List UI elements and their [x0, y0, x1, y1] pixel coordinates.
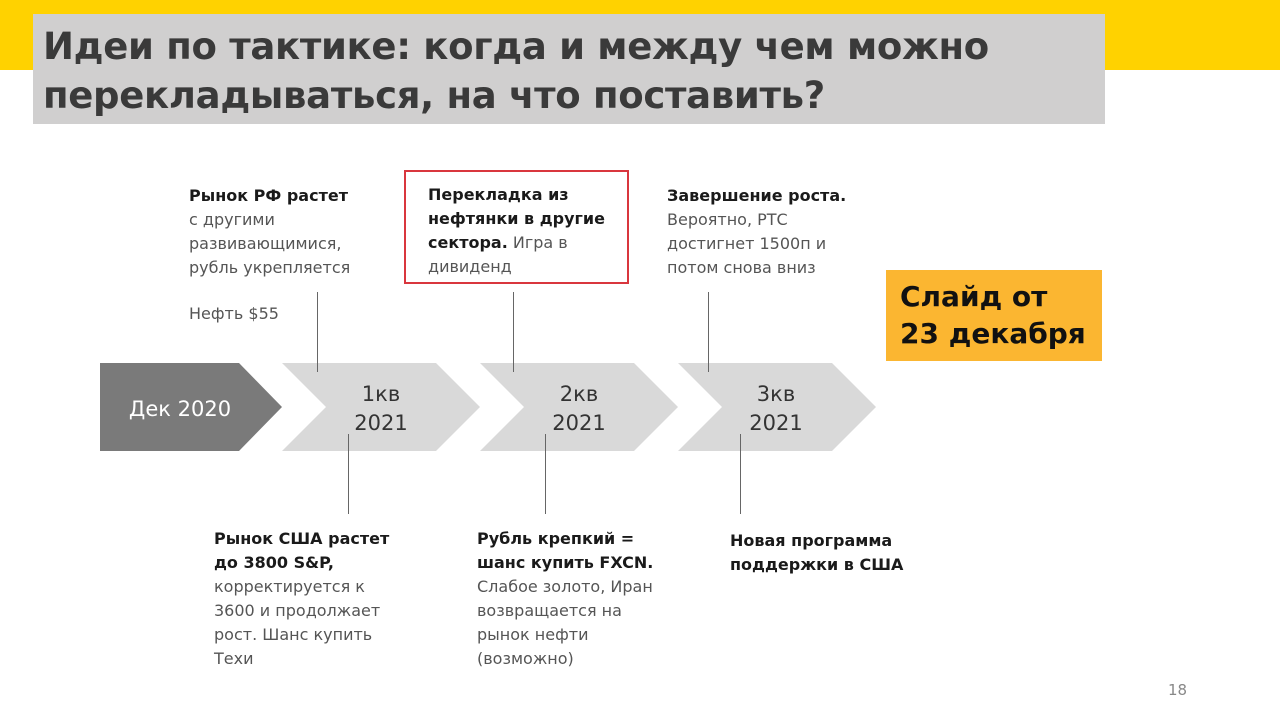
note-bottom-q2-line: рынок нефти — [477, 625, 589, 644]
note-bottom-q1-line: рост. Шанс купить — [214, 625, 373, 644]
note-bottom-q2-line: Слабое золото, Иран — [477, 577, 653, 596]
note-bottom-q2-heading: шанс купить FXCN. — [477, 553, 654, 572]
note-top-q2-highlighted — [404, 170, 629, 284]
note-top-q1-line: развивающимися, — [189, 234, 342, 253]
note-top-q1-oil-price: Нефть $55 — [189, 304, 279, 323]
slide-date-badge — [886, 270, 1102, 361]
timeline-label-q1-year: 2021 — [354, 411, 408, 435]
page-number: 18 — [1168, 681, 1188, 699]
note-top-q3 — [667, 184, 877, 280]
title-line-1: Идеи по тактике: когда и между чем можно — [43, 25, 989, 68]
connector-bottom-q2 — [545, 434, 546, 514]
note-bottom-q3-heading: поддержки в США — [730, 555, 904, 574]
note-top-q3-line: Вероятно, РТС — [667, 210, 788, 229]
note-bottom-q3 — [730, 529, 930, 577]
badge-line-2: 23 декабря — [900, 317, 1086, 350]
note-top-q3-line: потом снова вниз — [667, 258, 816, 277]
note-bottom-q3-heading: Новая программа — [730, 531, 893, 550]
timeline-step-q2-2021 — [480, 363, 678, 451]
connector-bottom-q3 — [740, 434, 741, 514]
note-bottom-q1-line: 3600 и продолжает — [214, 601, 381, 620]
note-top-q2-text: Игра в — [507, 233, 568, 252]
timeline-step-q3-2021 — [678, 363, 876, 451]
note-bottom-q2-line: (возможно) — [477, 649, 574, 668]
timeline-label-q1: 1кв — [361, 382, 401, 406]
note-bottom-q2 — [477, 527, 692, 671]
timeline-label-q2: 2кв — [559, 382, 599, 406]
note-bottom-q2-line: возвращается на — [477, 601, 622, 620]
note-bottom-q1-heading: до 3800 S&P, — [214, 553, 334, 572]
title-line-2: перекладываться, на что поставить? — [43, 74, 825, 117]
note-bottom-q1-line: корректируется к — [214, 577, 365, 596]
note-bottom-q2-heading: Рубль крепкий = — [477, 529, 635, 548]
note-top-q2-mixed-line — [428, 231, 627, 255]
timeline-label-q2-year: 2021 — [552, 411, 606, 435]
timeline-step-q1-2021 — [282, 363, 480, 451]
note-bottom-q1-heading: Рынок США растет — [214, 529, 390, 548]
note-top-q1 — [189, 184, 389, 326]
note-bottom-q1 — [214, 527, 424, 671]
timeline-label-dec-2020: Дек 2020 — [128, 397, 232, 421]
connector-top-q3 — [708, 292, 709, 372]
note-top-q1-line: с другими — [189, 210, 275, 229]
note-top-q2-heading: нефтянки в другие — [428, 209, 605, 228]
note-top-q1-line: рубль укрепляется — [189, 258, 351, 277]
note-top-q2-heading-end: сектора. — [428, 233, 508, 252]
note-top-q3-line: достигнет 1500п и — [667, 234, 827, 253]
note-top-q1-heading: Рынок РФ растет — [189, 186, 348, 205]
connector-bottom-q1 — [348, 434, 349, 514]
timeline-label-q3-year: 2021 — [749, 411, 803, 435]
note-top-q2-heading: Перекладка из — [428, 185, 569, 204]
connector-top-q2 — [513, 292, 514, 372]
badge-line-1: Слайд от — [900, 280, 1048, 313]
timeline-label-q3: 3кв — [756, 382, 796, 406]
note-top-q3-heading: Завершение роста. — [667, 186, 847, 205]
note-top-q2-line: дивиденд — [428, 257, 512, 276]
note-bottom-q1-line: Техи — [214, 649, 254, 668]
